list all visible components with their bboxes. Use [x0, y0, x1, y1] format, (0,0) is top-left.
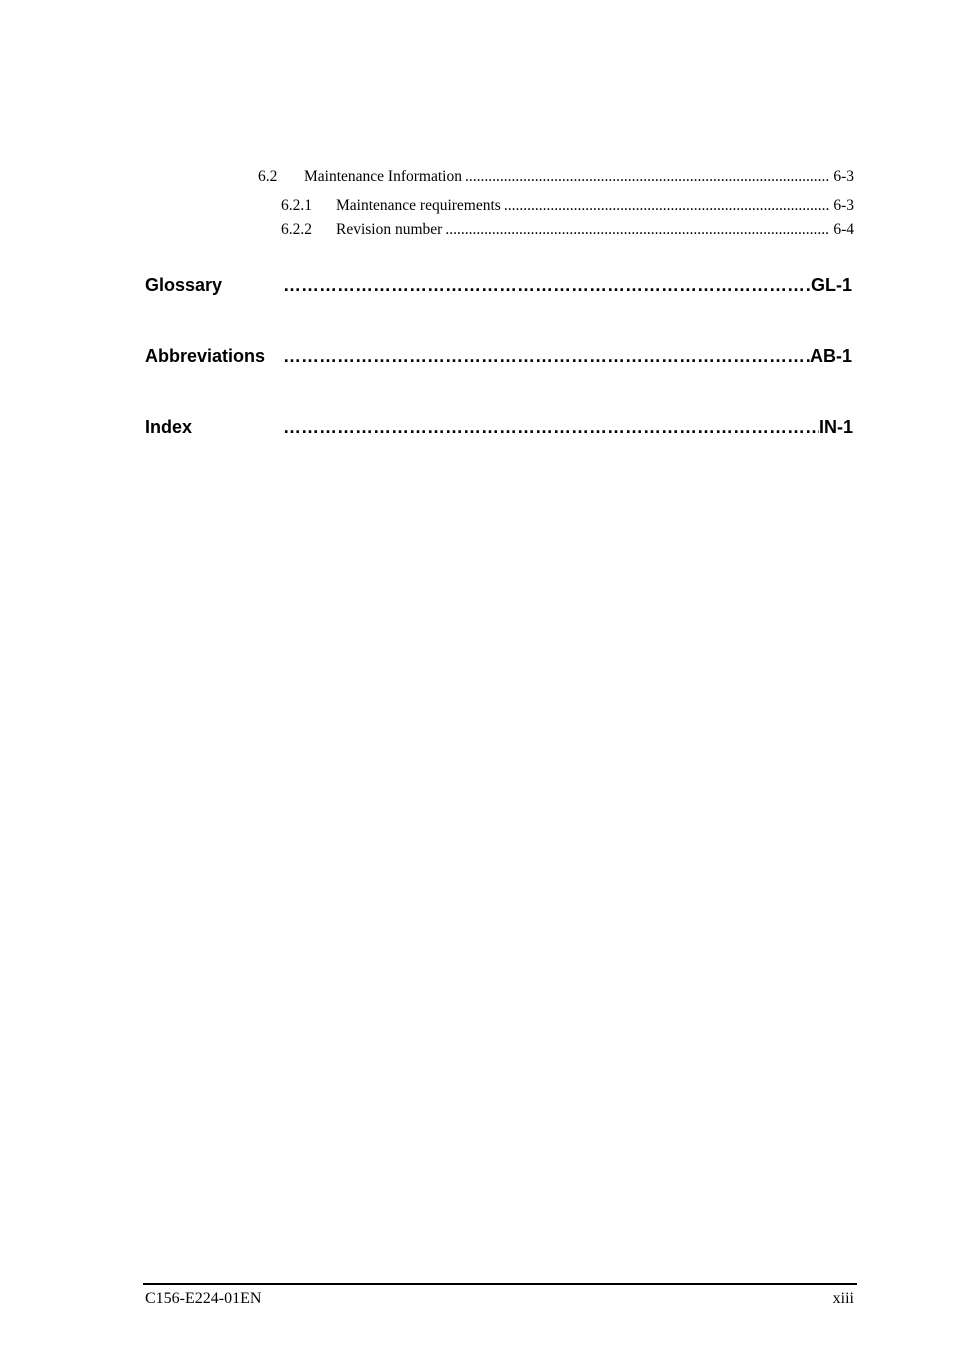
toc-entry-title: Maintenance Information	[304, 168, 462, 185]
footer-doc-code: C156-E224-01EN	[145, 1290, 262, 1307]
dot-leader	[445, 221, 830, 239]
toc-entry-page: 6-3	[833, 197, 854, 214]
dot-leader	[283, 346, 810, 367]
toc-entry-number: 6.2.2	[281, 221, 312, 238]
toc-entry-page: 6-4	[833, 221, 854, 238]
toc-entry-title: Abbreviations	[145, 346, 266, 366]
toc-entry-title: Revision number	[336, 221, 443, 238]
footer-divider	[143, 1283, 857, 1285]
toc-entry-abbreviations[interactable]	[145, 346, 852, 367]
toc-entry-page: AB-1	[809, 346, 852, 366]
toc-entry-number: 6.2.1	[281, 197, 312, 214]
toc-entry-page: 6-3	[833, 168, 854, 185]
dot-leader	[283, 417, 819, 438]
toc-entry-index[interactable]	[145, 417, 853, 438]
toc-entry-6-2-2[interactable]	[281, 221, 854, 239]
toc-entry-glossary[interactable]	[145, 275, 852, 296]
dot-leader	[504, 197, 830, 215]
toc-entry-page: IN-1	[818, 417, 853, 437]
toc-entry-6-2[interactable]	[258, 168, 854, 186]
toc-entry-title: Maintenance requirements	[336, 197, 501, 214]
toc-entry-6-2-1[interactable]	[281, 197, 854, 215]
dot-leader	[465, 168, 830, 186]
dot-leader	[283, 275, 811, 296]
toc-entry-number: 6.2	[258, 168, 278, 185]
toc-entry-title: Index	[145, 417, 193, 437]
footer-page-number: xiii	[832, 1290, 854, 1307]
toc-entry-title: Glossary	[145, 275, 223, 295]
toc-entry-page: GL-1	[810, 275, 852, 295]
